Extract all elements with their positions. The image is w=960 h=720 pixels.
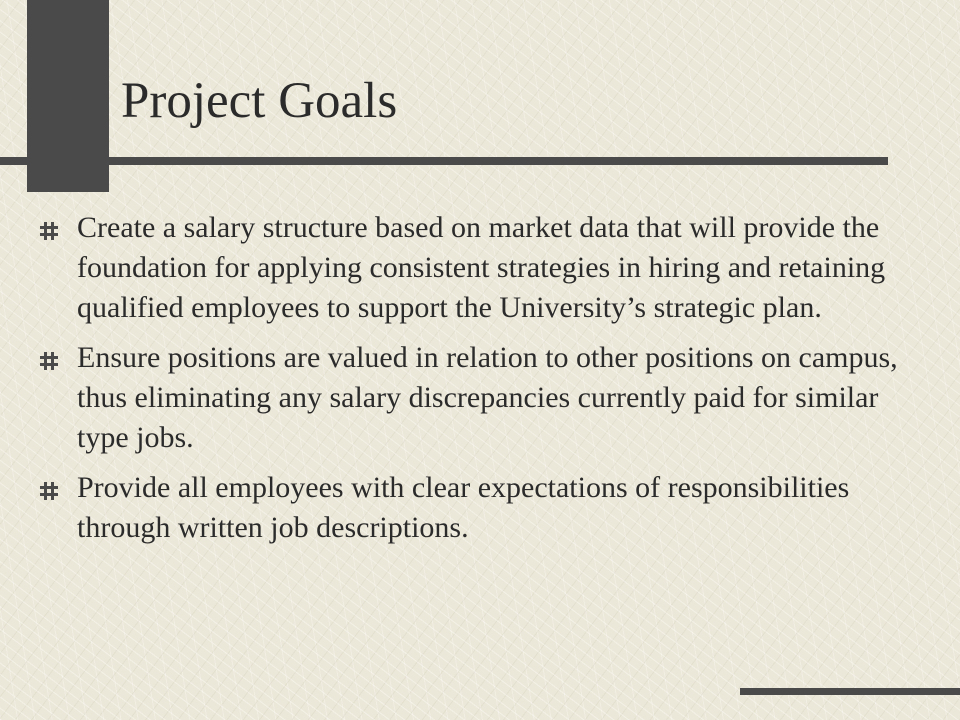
title-underline-rule — [0, 157, 888, 165]
slide-title: Project Goals — [121, 73, 398, 129]
hash-bullet-icon — [40, 222, 58, 240]
bullet-text: Ensure positions are valued in relation to other positions on campus, thus eliminating any salary discrepancies currently paid for similar type jobs. — [77, 341, 898, 454]
bullet-list — [0, 208, 960, 558]
hash-bullet-icon — [40, 352, 58, 370]
bullet-item — [0, 338, 960, 458]
bullet-text: Create a salary structure based on market data that will provide the foundation for applying consistent strategies in hiring and retaining qualified employees to support the University’s strategic plan. — [77, 211, 886, 324]
hash-bullet-icon — [40, 482, 58, 500]
bullet-item — [0, 208, 960, 328]
bullet-item — [0, 468, 960, 548]
bullet-text: Provide all employees with clear expectations of responsibilities through written job descriptions. — [77, 471, 850, 544]
footer-accent-rule — [740, 688, 960, 695]
